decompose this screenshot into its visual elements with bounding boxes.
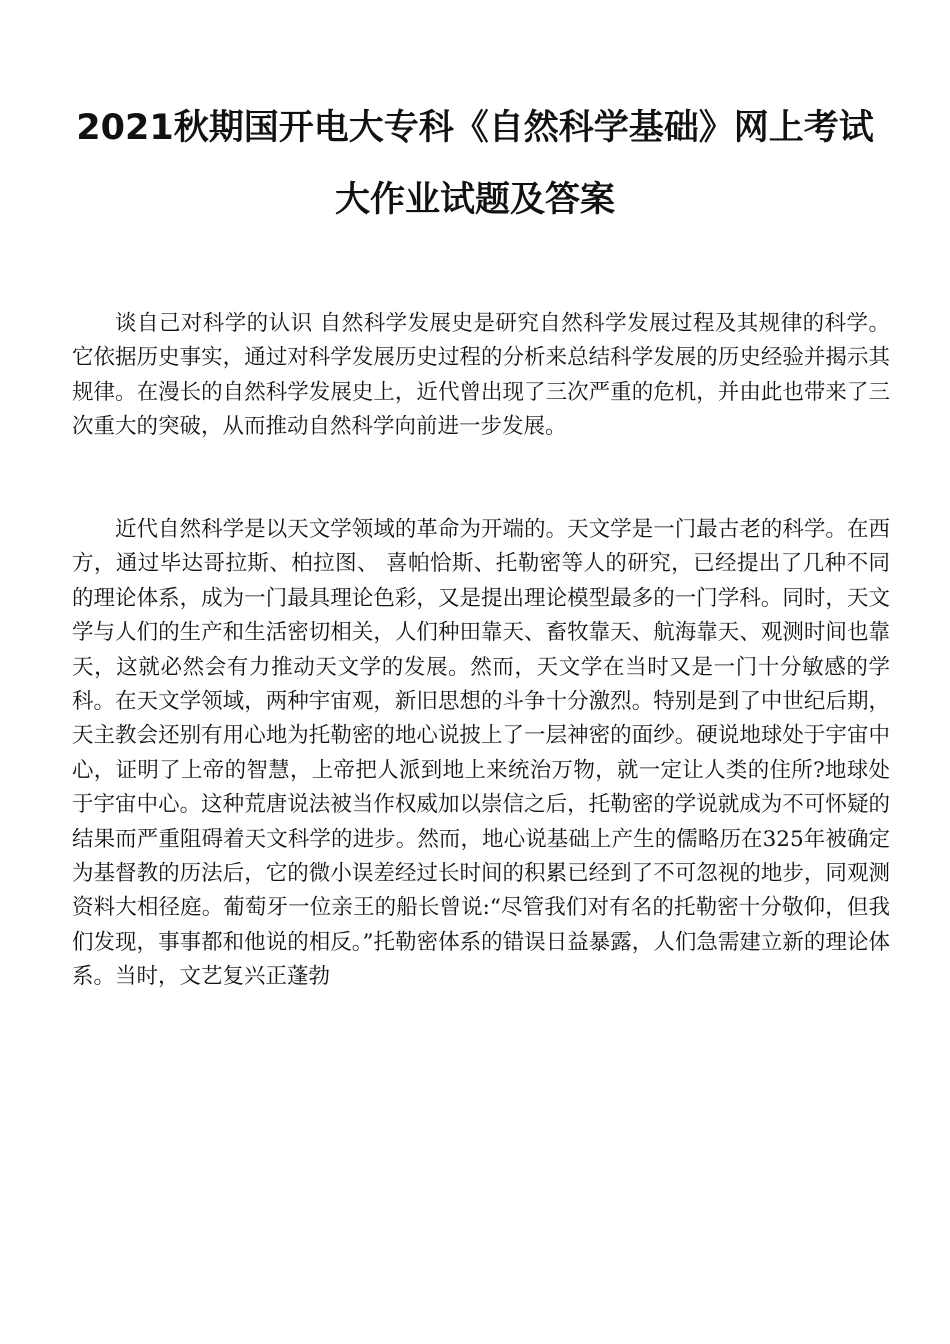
document-title-line-1: 2021秋期国开电大专科《自然科学基础》网上考试 [76, 108, 874, 148]
paragraph-1: 谈自己对科学的认识 自然科学发展史是研究自然科学发展过程及其规律的科学。它依据历史事实，通过对科学发展历史过程的分析来总结科学发展的历史经验并揭示其规律。在漫长的自然科学发展史上，近代曾出现了三次严重的危机，并由此也带来了三次重大的突破，从而推动自然科学向前进一步发展。 [72, 311, 890, 440]
document-title-line-2: 大作业试题及答案 [334, 180, 615, 220]
paragraph-2: 近代自然科学是以天文学领域的革命为开端的。天文学是一门最古老的科学。在西方，通过毕达哥拉斯、柏拉图、 喜帕恰斯、托勒密等人的研究，已经提出了几种不同的理论体系，成为一门最具理论色彩，又是提出理论模型最多的一门学科。同时，天文学与人们的生产和生活密切相关，人们种田靠天、畜牧靠天、航海靠天、观测时间也靠天，这就必然会有力推动天文学的发展。然而，天文学在当时又是一门十分敏感的学科。在天文学领域，两种宇宙观，新旧思想的斗争十分激烈。特别是到了中世纪后期，天主教会还别有用心地为托勒密的地心说披上了一层神密的面纱。硬说地球处于宇宙中心，证明了上帝的智慧，上帝把人派到地上来统治万物，就一定让人类的住所?地球处于宇宙中心。这种荒唐说法被当作权威加以崇信之后，托勒密的学说就成为不可怀疑的结果而严重阻碍着天文科学的进步。然而，地心说基础上产生的儒略历在325年被确定为基督教的历法后，它的微小误差经过长时间的积累已经到了不可忽视的地步，同观测资料大相径庭。葡萄牙一位亲王的船长曾说:“尽管我们对有名的托勒密十分敬仰，但我们发现，事事都和他说的相反。”托勒密体系的错误日益暴露，人们急需建立新的理论体系。当时，文艺复兴正蓬勃 [72, 517, 890, 990]
